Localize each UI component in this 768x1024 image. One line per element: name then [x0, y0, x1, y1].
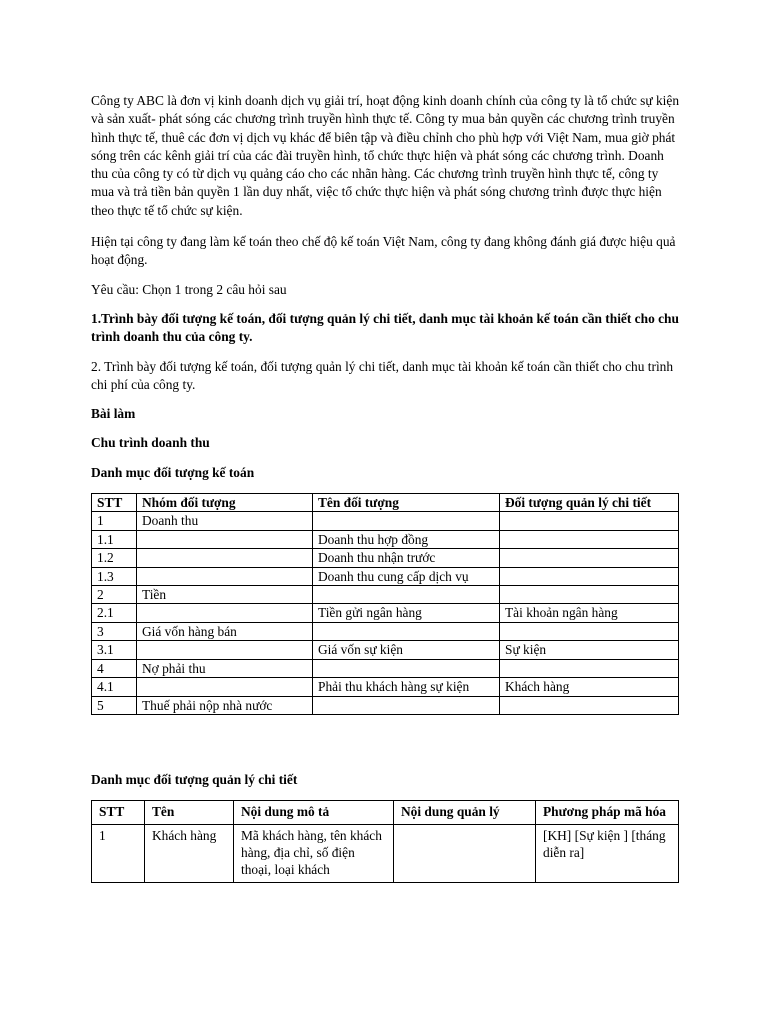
table-row [92, 586, 679, 604]
table-cell: Mã khách hàng, tên khách hàng, địa chỉ, số điện thoại, loại khách [234, 824, 394, 882]
accounting-objects-table [91, 493, 679, 715]
table-cell [500, 659, 679, 677]
table-cell [137, 549, 313, 567]
table-cell [394, 824, 536, 882]
header-cell: Tên [145, 801, 234, 824]
table-cell: Khách hàng [500, 678, 679, 696]
table-row [92, 678, 679, 696]
cycle-heading: Chu trình doanh thu [91, 435, 210, 451]
table-header-row [92, 494, 679, 512]
table-cell: Doanh thu cung cấp dịch vụ [313, 567, 500, 585]
header-cell: Đối tượng quản lý chi tiết [500, 494, 679, 512]
table-row [92, 641, 679, 659]
table-row [92, 530, 679, 548]
table-cell [137, 567, 313, 585]
requirement-paragraph: Yêu cầu: Chọn 1 trong 2 câu hỏi sau [91, 281, 287, 297]
table-cell: Giá vốn sự kiện [313, 641, 500, 659]
table-cell: 4.1 [92, 678, 137, 696]
table-cell: 1.2 [92, 549, 137, 567]
table-cell: 5 [92, 696, 137, 714]
table-cell [137, 641, 313, 659]
table-cell [313, 696, 500, 714]
table-cell [500, 530, 679, 548]
header-cell: Nhóm đối tượng [137, 494, 313, 512]
status-paragraph: Hiện tại công ty đang làm kế toán theo chế độ kế toán Việt Nam, công ty đang không đánh giá được hiệu quả hoạt động. [91, 234, 676, 268]
table-row [92, 622, 679, 640]
header-cell: Nội dung mô tả [234, 801, 394, 824]
table-cell: Tiền gửi ngân hàng [313, 604, 500, 622]
answer-heading: Bài làm [91, 406, 136, 422]
header-cell: Nội dung quản lý [394, 801, 536, 824]
table-cell [313, 512, 500, 530]
table-cell: Thuế phải nộp nhà nước [137, 696, 313, 714]
table-cell: 1 [92, 512, 137, 530]
table-cell [313, 659, 500, 677]
question-1: 1.Trình bày đối tượng kế toán, đối tượng quản lý chi tiết, danh mục tài khoản kế toán cần thiết cho chu trình doanh thu của công ty. [91, 310, 679, 345]
table-cell [313, 622, 500, 640]
table-cell [137, 530, 313, 548]
table-cell: 4 [92, 659, 137, 677]
table1-title: Danh mục đối tượng kế toán [91, 464, 255, 480]
table-cell: Nợ phải thu [137, 659, 313, 677]
intro-paragraph: Công ty ABC là đơn vị kinh doanh dịch vụ giải trí, hoạt động kinh doanh chính của công ty là tổ chức sự kiện và sản xuất- phát sóng các chương trình truyền hình thực tế. Công ty mua bản quyền các chương trình truyền hình thực tế, thuê các đơn vị dịch vụ khác để biên tập và điều chỉnh cho phù hợp với Việt Nam, mua giờ phát sóng trên các kênh giải trí của các đài truyền hình, tổ chức thực hiện và phát sóng các chương trình. Doanh thu của công ty có từ dịch vụ quảng cáo cho các nhãn hàng. Các chương trình truyền hình thực tế, công ty mua và trả tiền bản quyền 1 lần duy nhất, việc tổ chức thực hiện và phát sóng chương trình được thực hiện theo thực tế tổ chức sự kiện. [91, 93, 680, 218]
detail-objects-table [91, 800, 679, 883]
table-cell: Khách hàng [145, 824, 234, 882]
table2-title: Danh mục đối tượng quản lý chi tiết [91, 771, 298, 787]
table-cell: Doanh thu nhận trước [313, 549, 500, 567]
table-row [92, 567, 679, 585]
header-cell: Phương pháp mã hóa [536, 801, 679, 824]
table-cell: 3 [92, 622, 137, 640]
table-cell: Tài khoản ngân hàng [500, 604, 679, 622]
table-cell [137, 678, 313, 696]
table-cell: Phải thu khách hàng sự kiện [313, 678, 500, 696]
table-cell: Giá vốn hàng bán [137, 622, 313, 640]
table-cell: 1.3 [92, 567, 137, 585]
table-cell [500, 622, 679, 640]
table-cell: [KH] [Sự kiện ] [tháng diễn ra] [536, 824, 679, 882]
header-cell: Tên đối tượng [313, 494, 500, 512]
table-cell: 1 [92, 824, 145, 882]
table-cell [313, 586, 500, 604]
table-cell: 3.1 [92, 641, 137, 659]
table-cell [500, 512, 679, 530]
table-cell: Doanh thu [137, 512, 313, 530]
table-row [92, 604, 679, 622]
table-cell [500, 586, 679, 604]
table-cell: Tiền [137, 586, 313, 604]
header-cell: STT [92, 801, 145, 824]
table-cell [500, 567, 679, 585]
table-row [92, 824, 679, 882]
header-cell: STT [92, 494, 137, 512]
table-cell: 1.1 [92, 530, 137, 548]
table-cell: Sự kiện [500, 641, 679, 659]
table-row [92, 512, 679, 530]
question-2: 2. Trình bày đối tượng kế toán, đối tượng quản lý chi tiết, danh mục tài khoản kế toán cần thiết cho chu trình chi phí của công ty. [91, 358, 674, 392]
table-row [92, 549, 679, 567]
table-row [92, 659, 679, 677]
table-row [92, 696, 679, 714]
table-header-row [92, 801, 679, 824]
table-cell [137, 604, 313, 622]
table-cell [500, 549, 679, 567]
document-page [91, 92, 679, 883]
table-cell [500, 696, 679, 714]
table-cell: 2.1 [92, 604, 137, 622]
table-cell: Doanh thu hợp đồng [313, 530, 500, 548]
table-cell: 2 [92, 586, 137, 604]
